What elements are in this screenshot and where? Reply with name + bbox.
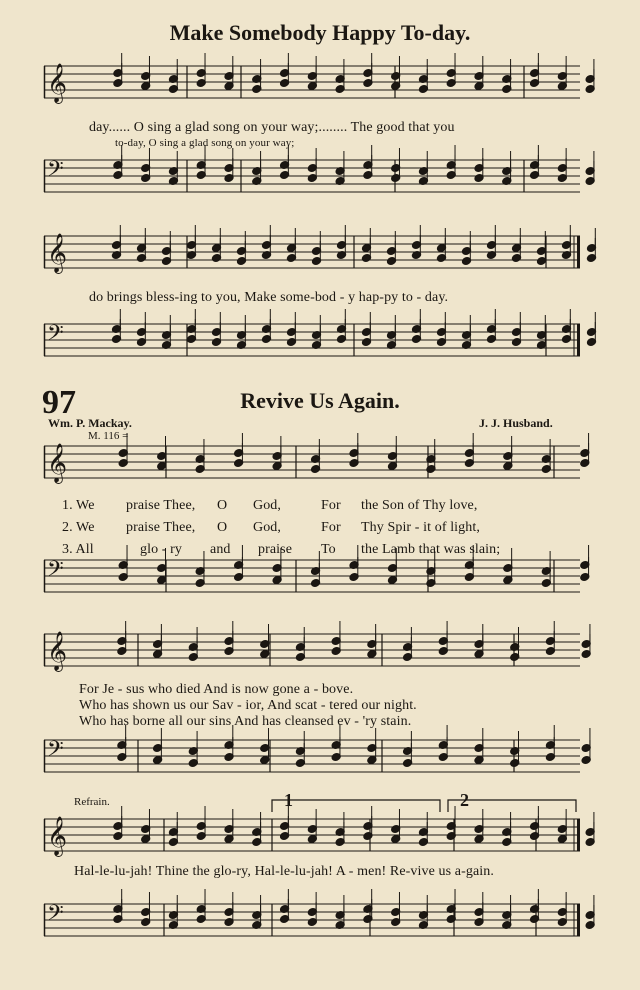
hymn1-title: Make Somebody Happy To-day.	[169, 20, 471, 45]
verse1-word5: For	[321, 498, 341, 513]
hymn2-title: Revive Us Again.	[240, 388, 400, 413]
hymn1-system1-bass	[44, 156, 580, 200]
verse2-line2: Who has shown us our Sav - ior, And scat - tered our night.	[79, 698, 417, 713]
bass-clef-icon: 𝄢	[47, 737, 64, 767]
hymn2-system1-bass	[44, 556, 580, 600]
verse1-num-word: 1. We	[62, 498, 95, 513]
verse2-word2: praise Thee,	[126, 520, 196, 535]
bass-clef-icon: 𝄢	[47, 901, 64, 931]
first-ending-number: 1	[284, 790, 293, 810]
verse1-line2: For Je - sus who died And is now gone a - bove.	[79, 682, 354, 697]
author-credit: Wm. P. Mackay.	[48, 416, 132, 430]
hymn-number: 97	[42, 384, 76, 421]
hymn1-lyric-line2: do brings bless-ing to you, Make some-bod - y hap-py to - day.	[89, 290, 449, 305]
treble-clef-icon: 𝄞	[47, 63, 68, 103]
treble-clef-icon: 𝄞	[47, 816, 68, 856]
hymn1-lyric-line1-alt: to-day, O sing a glad song on your way;	[115, 137, 295, 149]
tempo-marking: M. 116 =	[88, 430, 129, 442]
treble-clef-icon: 𝄞	[47, 233, 68, 273]
verse2-num-word: 2. We	[62, 520, 95, 535]
composer-credit: J. J. Husband.	[479, 416, 553, 430]
treble-clef-icon: 𝄞	[47, 631, 68, 671]
verse3-rest: the Lamb that was slain;	[361, 542, 501, 557]
hymn2-system2-bass	[44, 736, 580, 780]
verse2-word4: God,	[253, 520, 282, 535]
hymn2-refrain-bass	[44, 900, 580, 944]
verse3-word5: To	[321, 542, 336, 557]
hymn2-system2-treble	[44, 630, 580, 674]
hymn1-lyric-line1: day...... O sing a glad song on your way;........ The good that you	[89, 120, 455, 135]
hymn2-refrain-treble	[44, 815, 580, 859]
verse1-word3: O	[217, 498, 228, 513]
verse2-word5: For	[321, 520, 341, 535]
verse3-word4: praise	[258, 542, 293, 557]
verse2-rest: Thy Spir - it of light,	[361, 520, 480, 535]
verse1-rest: the Son of Thy love,	[361, 498, 478, 513]
verse3-word2: glo - ry	[140, 542, 183, 557]
verse3-num-word: 3. All	[62, 542, 94, 557]
verse1-word2: praise Thee,	[126, 498, 196, 513]
bass-clef-icon: 𝄢	[47, 157, 64, 187]
volta-brackets	[270, 798, 580, 818]
hymn2-system1-treble	[44, 442, 580, 486]
hymn1-system2-treble	[44, 232, 580, 276]
verse2-word3: O	[217, 520, 228, 535]
verse3-line2: Who has borne all our sins And has cleansed ev - 'ry stain.	[79, 714, 412, 729]
verse1-word4: God,	[253, 498, 282, 513]
hymn1-system2-bass	[44, 320, 580, 364]
bass-clef-icon: 𝄢	[47, 321, 64, 351]
second-ending-number: 2	[460, 790, 469, 810]
first-ending-bracket	[272, 800, 440, 812]
bass-clef-icon: 𝄢	[47, 557, 64, 587]
refrain-label: Refrain.	[74, 796, 110, 808]
verse3-word3: and	[210, 542, 231, 557]
refrain-lyric: Hal-le-lu-jah! Thine the glo-ry, Hal-le-lu-jah! A - men! Re-vive us a-gain.	[74, 864, 494, 879]
hymn1-system1-treble	[44, 62, 580, 106]
treble-clef-icon: 𝄞	[47, 443, 68, 483]
